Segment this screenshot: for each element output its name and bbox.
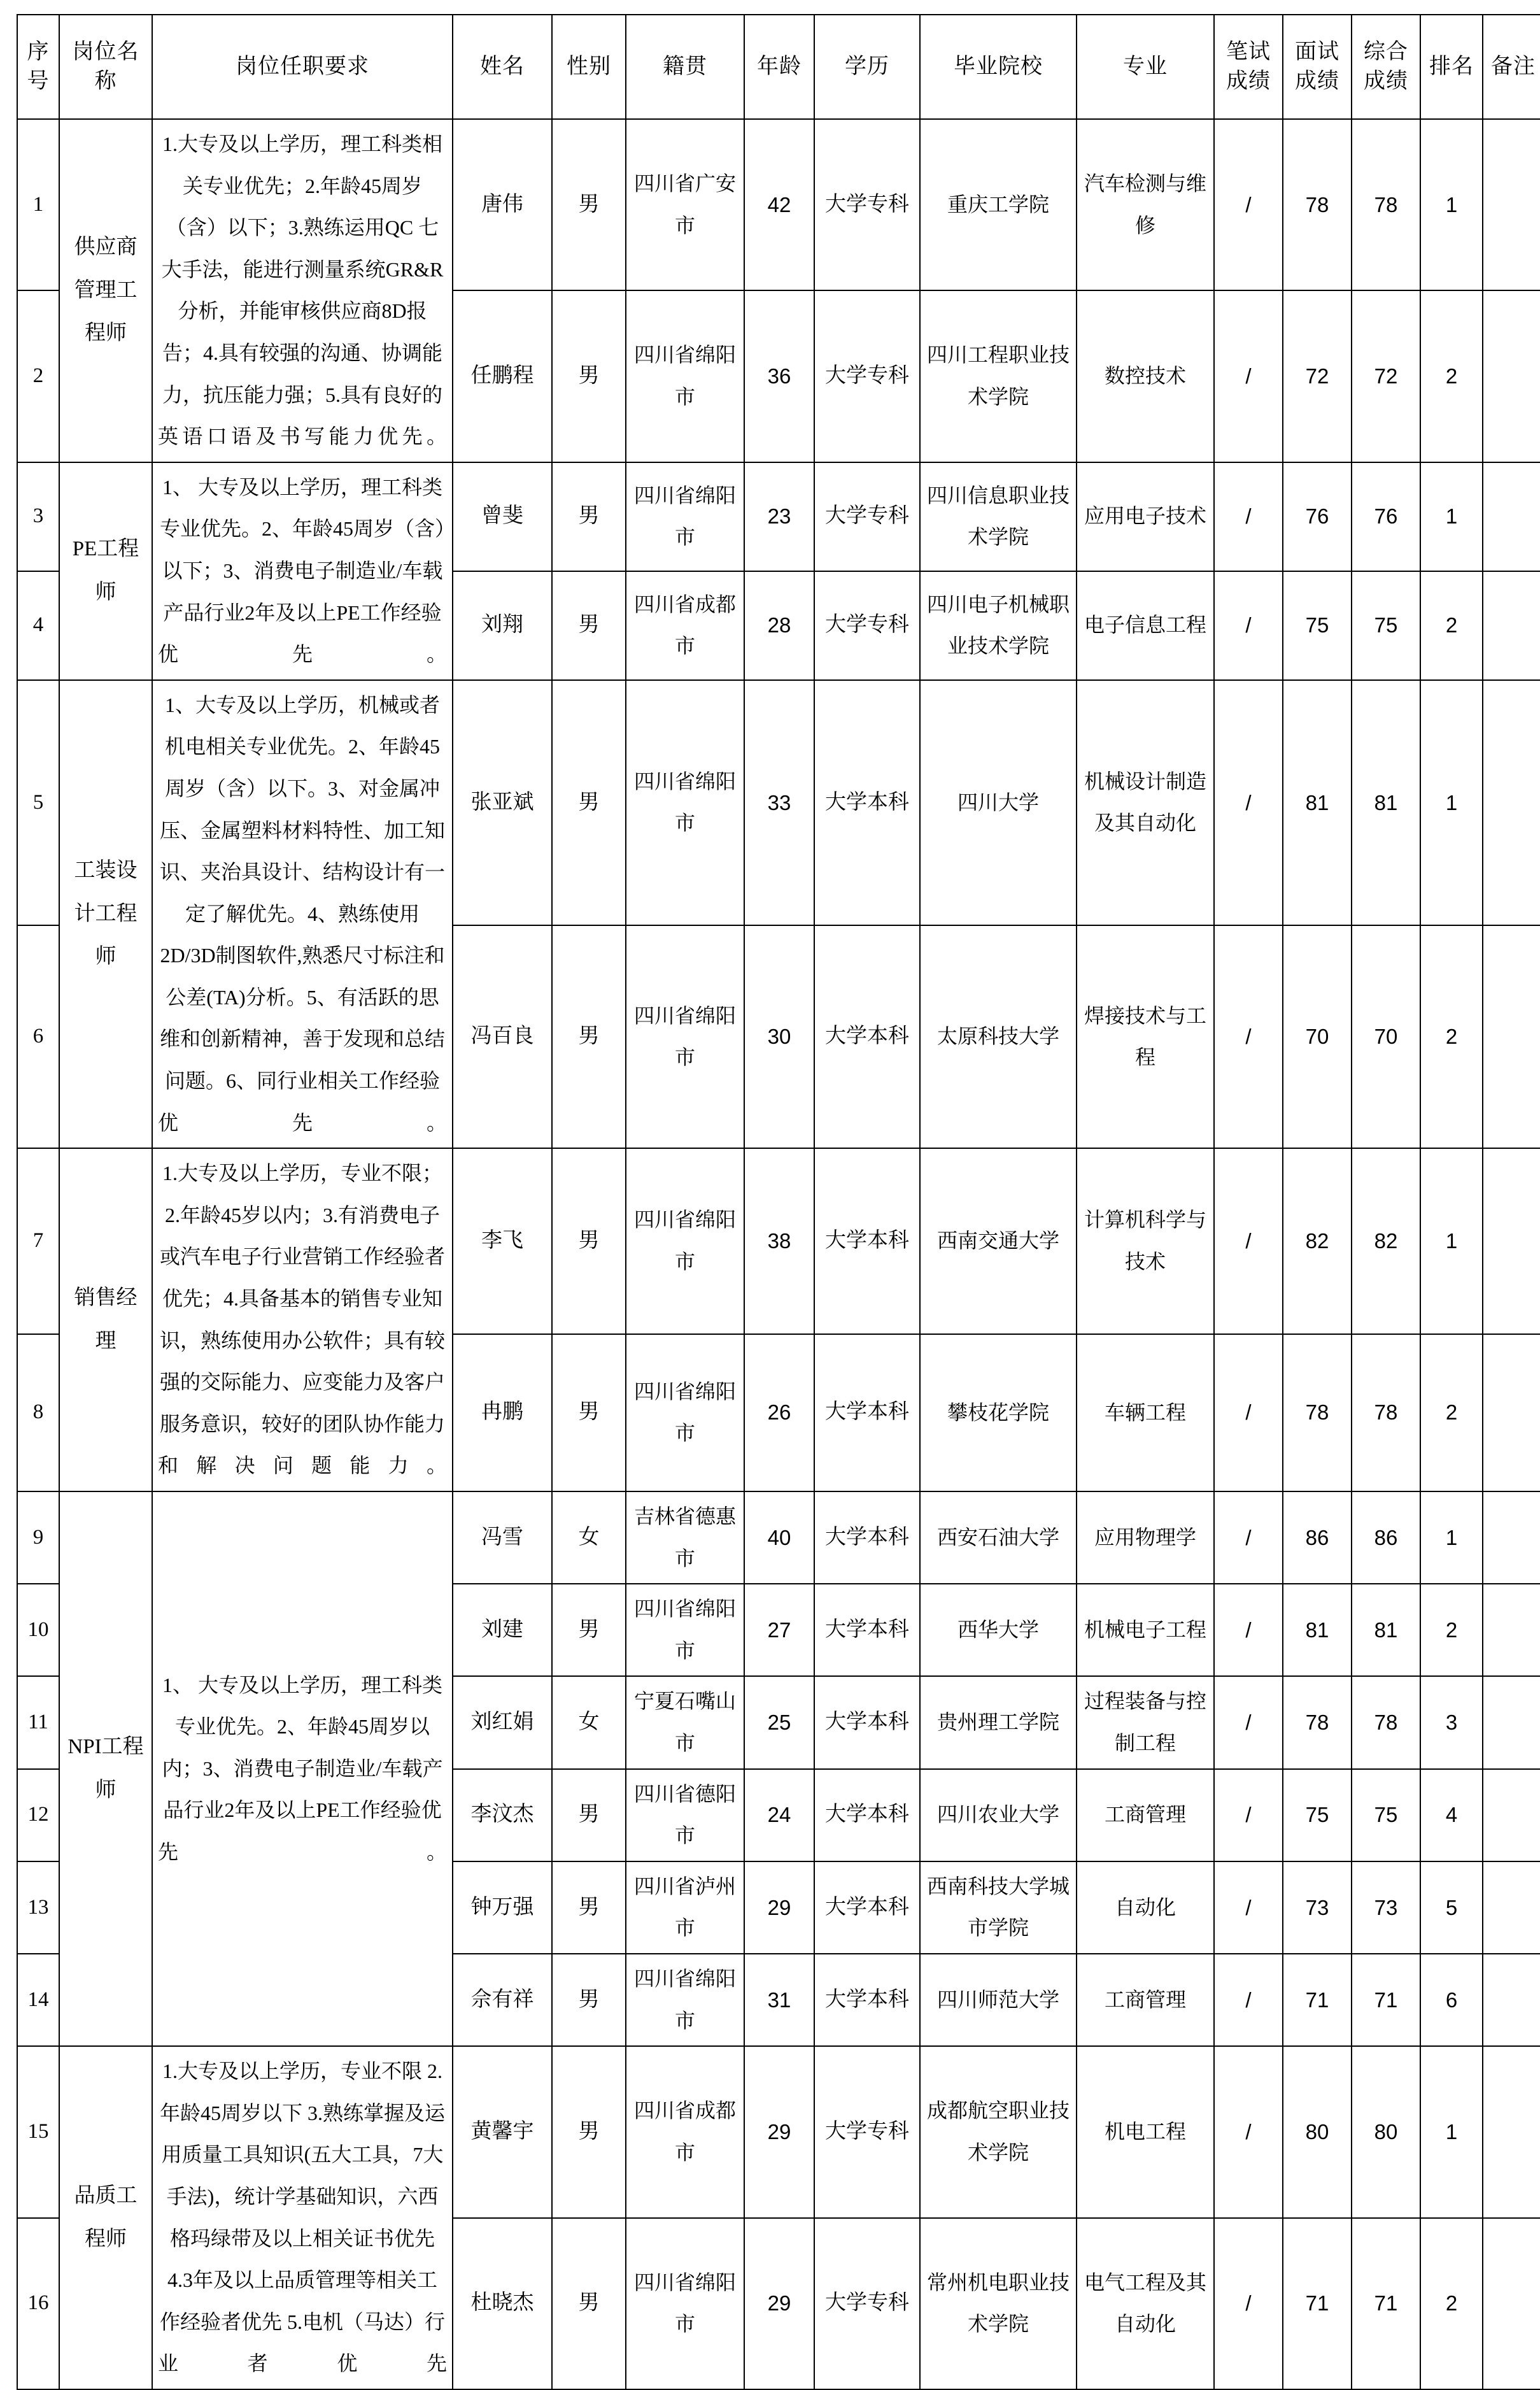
- cell-rank: 1: [1420, 2046, 1483, 2217]
- cell-interview-score: 75: [1283, 1769, 1352, 1861]
- header-index: 序号: [17, 15, 59, 119]
- cell-age: 25: [744, 1676, 814, 1768]
- cell-written-score: /: [1214, 571, 1283, 680]
- cell-major: 机械设计制造及其自动化: [1077, 680, 1214, 925]
- cell-rank: 2: [1420, 925, 1483, 1148]
- cell-position-name: 销售经理: [59, 1148, 152, 1491]
- cell-written-score: /: [1214, 1769, 1283, 1861]
- cell-index: 5: [17, 680, 59, 925]
- header-post-name: [59, 15, 152, 119]
- cell-candidate-name: 李汶杰: [453, 1769, 552, 1861]
- cell-age: 31: [744, 1954, 814, 2046]
- cell-gender: 男: [552, 1334, 626, 1491]
- cell-interview-score: 81: [1283, 680, 1352, 925]
- cell-written-score: /: [1214, 925, 1283, 1148]
- cell-interview-score: 78: [1283, 119, 1352, 290]
- cell-education: 大学本科: [814, 1676, 920, 1768]
- cell-school: 西华大学: [920, 1584, 1077, 1676]
- cell-major: 工商管理: [1077, 1954, 1214, 2046]
- cell-composite-score: 81: [1352, 680, 1420, 925]
- cell-index: 13: [17, 1861, 59, 1954]
- cell-gender: 男: [552, 680, 626, 925]
- cell-origin: 宁夏石嘴山市: [626, 1676, 744, 1768]
- header-rank: 排名: [1420, 15, 1483, 119]
- header-major: 专业: [1077, 15, 1214, 119]
- cell-composite-score: 78: [1352, 119, 1420, 290]
- cell-interview-score: 80: [1283, 2046, 1352, 2217]
- cell-rank: 1: [1420, 1491, 1483, 1584]
- cell-gender: 女: [552, 1676, 626, 1768]
- header-name: 姓名: [453, 15, 552, 119]
- cell-composite-score: 75: [1352, 1769, 1420, 1861]
- cell-index: 9: [17, 1491, 59, 1584]
- cell-candidate-name: 张亚斌: [453, 680, 552, 925]
- cell-origin: 四川省绵阳市: [626, 1954, 744, 2046]
- cell-candidate-name: 冉鹏: [453, 1334, 552, 1491]
- cell-education: 大学专科: [814, 462, 920, 571]
- table-row: [17, 119, 1540, 290]
- cell-education: 大学专科: [814, 290, 920, 462]
- cell-major: 焊接技术与工程: [1077, 925, 1214, 1148]
- cell-index: 3: [17, 462, 59, 571]
- cell-rank: 2: [1420, 1334, 1483, 1491]
- cell-composite-score: 78: [1352, 1334, 1420, 1491]
- cell-origin: 四川省广安市: [626, 119, 744, 290]
- cell-written-score: /: [1214, 1148, 1283, 1334]
- cell-gender: 男: [552, 1861, 626, 1954]
- cell-school: 四川师范大学: [920, 1954, 1077, 2046]
- cell-index: 11: [17, 1676, 59, 1768]
- cell-rank: 4: [1420, 1769, 1483, 1861]
- cell-position-name: NPI工程师: [59, 1491, 152, 2046]
- cell-origin: 四川省绵阳市: [626, 680, 744, 925]
- cell-index: 12: [17, 1769, 59, 1861]
- cell-origin: 四川省绵阳市: [626, 2218, 744, 2389]
- cell-rank: 2: [1420, 290, 1483, 462]
- cell-gender: 男: [552, 462, 626, 571]
- cell-origin: 四川省泸州市: [626, 1861, 744, 1954]
- cell-gender: 男: [552, 1954, 626, 2046]
- cell-origin: 四川省成都市: [626, 2046, 744, 2217]
- cell-school: 成都航空职业技术学院: [920, 2046, 1077, 2217]
- cell-candidate-name: 黄馨宇: [453, 2046, 552, 2217]
- cell-school: 西南交通大学: [920, 1148, 1077, 1334]
- cell-education: 大学本科: [814, 1334, 920, 1491]
- cell-age: 28: [744, 571, 814, 680]
- cell-education: 大学专科: [814, 2218, 920, 2389]
- cell-interview-score: 78: [1283, 1334, 1352, 1491]
- cell-position-requirement: 1、大专及以上学历，机械或者机电相关专业优先。2、年龄45周岁（含）以下。3、对金属冲压、金属塑料材料特性、加工知识、夹治具设计、结构设计有一定了解优先。4、熟练使用2D/3D制图软件,熟悉尺寸标注和公差(TA)分析。5、有活跃的思维和创新精神，善于发现和总结问题。6、同行业相关工作经验优先。: [152, 680, 453, 1149]
- cell-education: 大学专科: [814, 2046, 920, 2217]
- cell-interview-score: 86: [1283, 1491, 1352, 1584]
- cell-major: 数控技术: [1077, 290, 1214, 462]
- cell-composite-score: 70: [1352, 925, 1420, 1148]
- cell-interview-score: 73: [1283, 1861, 1352, 1954]
- cell-composite-score: 71: [1352, 1954, 1420, 2046]
- cell-candidate-name: 任鹏程: [453, 290, 552, 462]
- cell-rank: 1: [1420, 462, 1483, 571]
- cell-written-score: /: [1214, 1676, 1283, 1768]
- cell-note: [1483, 680, 1540, 925]
- cell-education: 大学本科: [814, 1491, 920, 1584]
- cell-position-requirement: 1.大专及以上学历，专业不限；2.年龄45岁以内；3.有消费电子或汽车电子行业营销工作经验者优先；4.具备基本的销售专业知识，熟练使用办公软件；具有较强的交际能力、应变能力及客户服务意识，较好的团队协作能力和解决问题能力。: [152, 1148, 453, 1491]
- header-post-name-line1: 岗位名: [72, 40, 139, 64]
- header-education: 学历: [814, 15, 920, 119]
- cell-written-score: /: [1214, 290, 1283, 462]
- cell-note: [1483, 1769, 1540, 1861]
- cell-school: 常州机电职业技术学院: [920, 2218, 1077, 2389]
- cell-composite-score: 82: [1352, 1148, 1420, 1334]
- table-body: [17, 119, 1540, 2389]
- cell-major: 过程装备与控制工程: [1077, 1676, 1214, 1768]
- cell-composite-score: 78: [1352, 1676, 1420, 1768]
- header-post-name-line2: 称: [94, 69, 117, 93]
- cell-written-score: /: [1214, 1491, 1283, 1584]
- header-written-score: [1214, 15, 1283, 119]
- cell-age: 29: [744, 1861, 814, 1954]
- cell-note: [1483, 1148, 1540, 1334]
- cell-note: [1483, 1861, 1540, 1954]
- cell-gender: 男: [552, 290, 626, 462]
- cell-rank: 1: [1420, 1148, 1483, 1334]
- cell-candidate-name: 佘有祥: [453, 1954, 552, 2046]
- cell-note: [1483, 1334, 1540, 1491]
- cell-composite-score: 81: [1352, 1584, 1420, 1676]
- cell-index: 10: [17, 1584, 59, 1676]
- cell-gender: 男: [552, 925, 626, 1148]
- cell-composite-score: 76: [1352, 462, 1420, 571]
- cell-candidate-name: 刘建: [453, 1584, 552, 1676]
- cell-major: 电气工程及其自动化: [1077, 2218, 1214, 2389]
- cell-school: 四川农业大学: [920, 1769, 1077, 1861]
- header-requirement: 岗位任职要求: [152, 15, 453, 119]
- cell-written-score: /: [1214, 119, 1283, 290]
- cell-age: 36: [744, 290, 814, 462]
- cell-note: [1483, 462, 1540, 571]
- cell-rank: 2: [1420, 1584, 1483, 1676]
- cell-major: 应用电子技术: [1077, 462, 1214, 571]
- cell-position-name: PE工程师: [59, 462, 152, 680]
- cell-education: 大学本科: [814, 1861, 920, 1954]
- cell-age: 30: [744, 925, 814, 1148]
- header-composite-score-line2: 成绩: [1364, 69, 1408, 93]
- cell-index: 16: [17, 2218, 59, 2389]
- cell-note: [1483, 290, 1540, 462]
- cell-major: 计算机科学与技术: [1077, 1148, 1214, 1334]
- table-row: [17, 2046, 1540, 2217]
- cell-education: 大学专科: [814, 571, 920, 680]
- table-row: [17, 462, 1540, 571]
- cell-interview-score: 75: [1283, 571, 1352, 680]
- cell-major: 工商管理: [1077, 1769, 1214, 1861]
- cell-origin: 四川省绵阳市: [626, 1584, 744, 1676]
- cell-interview-score: 71: [1283, 1954, 1352, 2046]
- cell-index: 15: [17, 2046, 59, 2217]
- cell-composite-score: 75: [1352, 571, 1420, 680]
- cell-school: 重庆工学院: [920, 119, 1077, 290]
- cell-written-score: /: [1214, 1584, 1283, 1676]
- cell-rank: 6: [1420, 1954, 1483, 2046]
- cell-index: 2: [17, 290, 59, 462]
- cell-composite-score: 72: [1352, 290, 1420, 462]
- cell-school: 四川电子机械职业技术学院: [920, 571, 1077, 680]
- cell-position-requirement: 1.大专及以上学历，专业不限 2.年龄45周岁以下 3.熟练掌握及运用质量工具知识(五大工具，7大手法)，统计学基础知识，六西格玛绿带及以上相关证书优先 4.3年及以上品质管理等相关工作经验者优先 5.电机（马达）行业者优先: [152, 2046, 453, 2389]
- header-sex: 性别: [552, 15, 626, 119]
- cell-index: 1: [17, 119, 59, 290]
- cell-candidate-name: 杜晓杰: [453, 2218, 552, 2389]
- cell-school: 太原科技大学: [920, 925, 1077, 1148]
- cell-school: 攀枝花学院: [920, 1334, 1077, 1491]
- header-age: 年龄: [744, 15, 814, 119]
- cell-rank: 2: [1420, 571, 1483, 680]
- cell-position-requirement: 1、 大专及以上学历，理工科类专业优先。2、年龄45周岁（含）以下；3、消费电子制造业/车载产品行业2年及以上PE工作经验优先。: [152, 462, 453, 680]
- cell-written-score: /: [1214, 680, 1283, 925]
- cell-candidate-name: 冯雪: [453, 1491, 552, 1584]
- cell-written-score: /: [1214, 2218, 1283, 2389]
- cell-index: 4: [17, 571, 59, 680]
- header-written-score-line1: 笔试: [1226, 40, 1271, 64]
- cell-note: [1483, 925, 1540, 1148]
- cell-age: 42: [744, 119, 814, 290]
- cell-index: 14: [17, 1954, 59, 2046]
- cell-note: [1483, 119, 1540, 290]
- cell-written-score: /: [1214, 2046, 1283, 2217]
- header-written-score-line2: 成绩: [1226, 69, 1271, 93]
- cell-age: 23: [744, 462, 814, 571]
- cell-origin: 吉林省德惠市: [626, 1491, 744, 1584]
- cell-school: 西南科技大学城市学院: [920, 1861, 1077, 1954]
- cell-written-score: /: [1214, 462, 1283, 571]
- cell-origin: 四川省绵阳市: [626, 1148, 744, 1334]
- cell-age: 26: [744, 1334, 814, 1491]
- cell-interview-score: 76: [1283, 462, 1352, 571]
- cell-education: 大学本科: [814, 680, 920, 925]
- cell-rank: 5: [1420, 1861, 1483, 1954]
- cell-education: 大学本科: [814, 1954, 920, 2046]
- cell-school: 四川信息职业技术学院: [920, 462, 1077, 571]
- cell-education: 大学本科: [814, 1148, 920, 1334]
- cell-position-name: 供应商管理工程师: [59, 119, 152, 462]
- table-header-row: [17, 15, 1540, 119]
- cell-education: 大学专科: [814, 119, 920, 290]
- cell-interview-score: 71: [1283, 2218, 1352, 2389]
- cell-education: 大学本科: [814, 925, 920, 1148]
- cell-index: 6: [17, 925, 59, 1148]
- cell-origin: 四川省绵阳市: [626, 290, 744, 462]
- header-note: 备注: [1483, 15, 1540, 119]
- cell-index: 8: [17, 1334, 59, 1491]
- cell-composite-score: 80: [1352, 2046, 1420, 2217]
- cell-origin: 四川省绵阳市: [626, 925, 744, 1148]
- header-school: 毕业院校: [920, 15, 1077, 119]
- cell-note: [1483, 1584, 1540, 1676]
- table-row: [17, 1148, 1540, 1334]
- cell-gender: 男: [552, 2218, 626, 2389]
- cell-note: [1483, 1954, 1540, 2046]
- cell-education: 大学本科: [814, 1584, 920, 1676]
- cell-note: [1483, 2218, 1540, 2389]
- cell-major: 机械电子工程: [1077, 1584, 1214, 1676]
- cell-gender: 男: [552, 1148, 626, 1334]
- cell-note: [1483, 571, 1540, 680]
- cell-school: 西安石油大学: [920, 1491, 1077, 1584]
- cell-gender: 男: [552, 1769, 626, 1861]
- header-interview-score-line2: 成绩: [1295, 69, 1339, 93]
- cell-age: 29: [744, 2218, 814, 2389]
- cell-rank: 3: [1420, 1676, 1483, 1768]
- cell-interview-score: 82: [1283, 1148, 1352, 1334]
- cell-age: 27: [744, 1584, 814, 1676]
- cell-origin: 四川省绵阳市: [626, 1334, 744, 1491]
- cell-composite-score: 71: [1352, 2218, 1420, 2389]
- cell-note: [1483, 1491, 1540, 1584]
- cell-composite-score: 86: [1352, 1491, 1420, 1584]
- cell-school: 贵州理工学院: [920, 1676, 1077, 1768]
- cell-rank: 2: [1420, 2218, 1483, 2389]
- header-interview-score-line1: 面试: [1295, 40, 1339, 64]
- cell-origin: 四川省成都市: [626, 571, 744, 680]
- cell-major: 汽车检测与维修: [1077, 119, 1214, 290]
- header-composite-score-line1: 综合: [1364, 40, 1408, 64]
- cell-position-name: 工装设计工程师: [59, 680, 152, 1149]
- cell-school: 四川大学: [920, 680, 1077, 925]
- cell-major: 电子信息工程: [1077, 571, 1214, 680]
- cell-major: 机电工程: [1077, 2046, 1214, 2217]
- cell-interview-score: 81: [1283, 1584, 1352, 1676]
- cell-gender: 女: [552, 1491, 626, 1584]
- cell-major: 应用物理学: [1077, 1491, 1214, 1584]
- cell-major: 自动化: [1077, 1861, 1214, 1954]
- cell-note: [1483, 1676, 1540, 1768]
- cell-age: 33: [744, 680, 814, 925]
- cell-candidate-name: 李飞: [453, 1148, 552, 1334]
- candidate-results-table: [17, 14, 1540, 2390]
- cell-candidate-name: 钟万强: [453, 1861, 552, 1954]
- cell-interview-score: 72: [1283, 290, 1352, 462]
- cell-age: 29: [744, 2046, 814, 2217]
- cell-gender: 男: [552, 1584, 626, 1676]
- cell-candidate-name: 曾斐: [453, 462, 552, 571]
- cell-candidate-name: 唐伟: [453, 119, 552, 290]
- cell-index: 7: [17, 1148, 59, 1334]
- cell-major: 车辆工程: [1077, 1334, 1214, 1491]
- cell-position-name: 品质工程师: [59, 2046, 152, 2389]
- cell-composite-score: 73: [1352, 1861, 1420, 1954]
- table-row: [17, 680, 1540, 925]
- cell-candidate-name: 刘红娟: [453, 1676, 552, 1768]
- cell-interview-score: 70: [1283, 925, 1352, 1148]
- table-row: [17, 1491, 1540, 1584]
- cell-origin: 四川省德阳市: [626, 1769, 744, 1861]
- cell-rank: 1: [1420, 680, 1483, 925]
- cell-candidate-name: 冯百良: [453, 925, 552, 1148]
- cell-age: 38: [744, 1148, 814, 1334]
- cell-age: 40: [744, 1491, 814, 1584]
- header-origin: 籍贯: [626, 15, 744, 119]
- cell-written-score: /: [1214, 1334, 1283, 1491]
- header-interview-score: [1283, 15, 1352, 119]
- cell-interview-score: 78: [1283, 1676, 1352, 1768]
- cell-position-requirement: 1.大专及以上学历，理工科类相关专业优先；2.年龄45周岁（含）以下；3.熟练运用QC 七大手法，能进行测量系统GR&R分析，并能审核供应商8D报告；4.具有较强的沟通、协调能力，抗压能力强；5.具有良好的英语口语及书写能力优先。: [152, 119, 453, 462]
- cell-note: [1483, 2046, 1540, 2217]
- cell-candidate-name: 刘翔: [453, 571, 552, 680]
- cell-gender: 男: [552, 571, 626, 680]
- cell-rank: 1: [1420, 119, 1483, 290]
- cell-gender: 男: [552, 119, 626, 290]
- cell-origin: 四川省绵阳市: [626, 462, 744, 571]
- cell-written-score: /: [1214, 1861, 1283, 1954]
- cell-gender: 男: [552, 2046, 626, 2217]
- cell-education: 大学本科: [814, 1769, 920, 1861]
- header-composite-score: [1352, 15, 1420, 119]
- cell-school: 四川工程职业技术学院: [920, 290, 1077, 462]
- cell-written-score: /: [1214, 1954, 1283, 2046]
- cell-position-requirement: 1、 大专及以上学历，理工科类专业优先。2、年龄45周岁以内；3、消费电子制造业/车载产品行业2年及以上PE工作经验优先。: [152, 1491, 453, 2046]
- cell-age: 24: [744, 1769, 814, 1861]
